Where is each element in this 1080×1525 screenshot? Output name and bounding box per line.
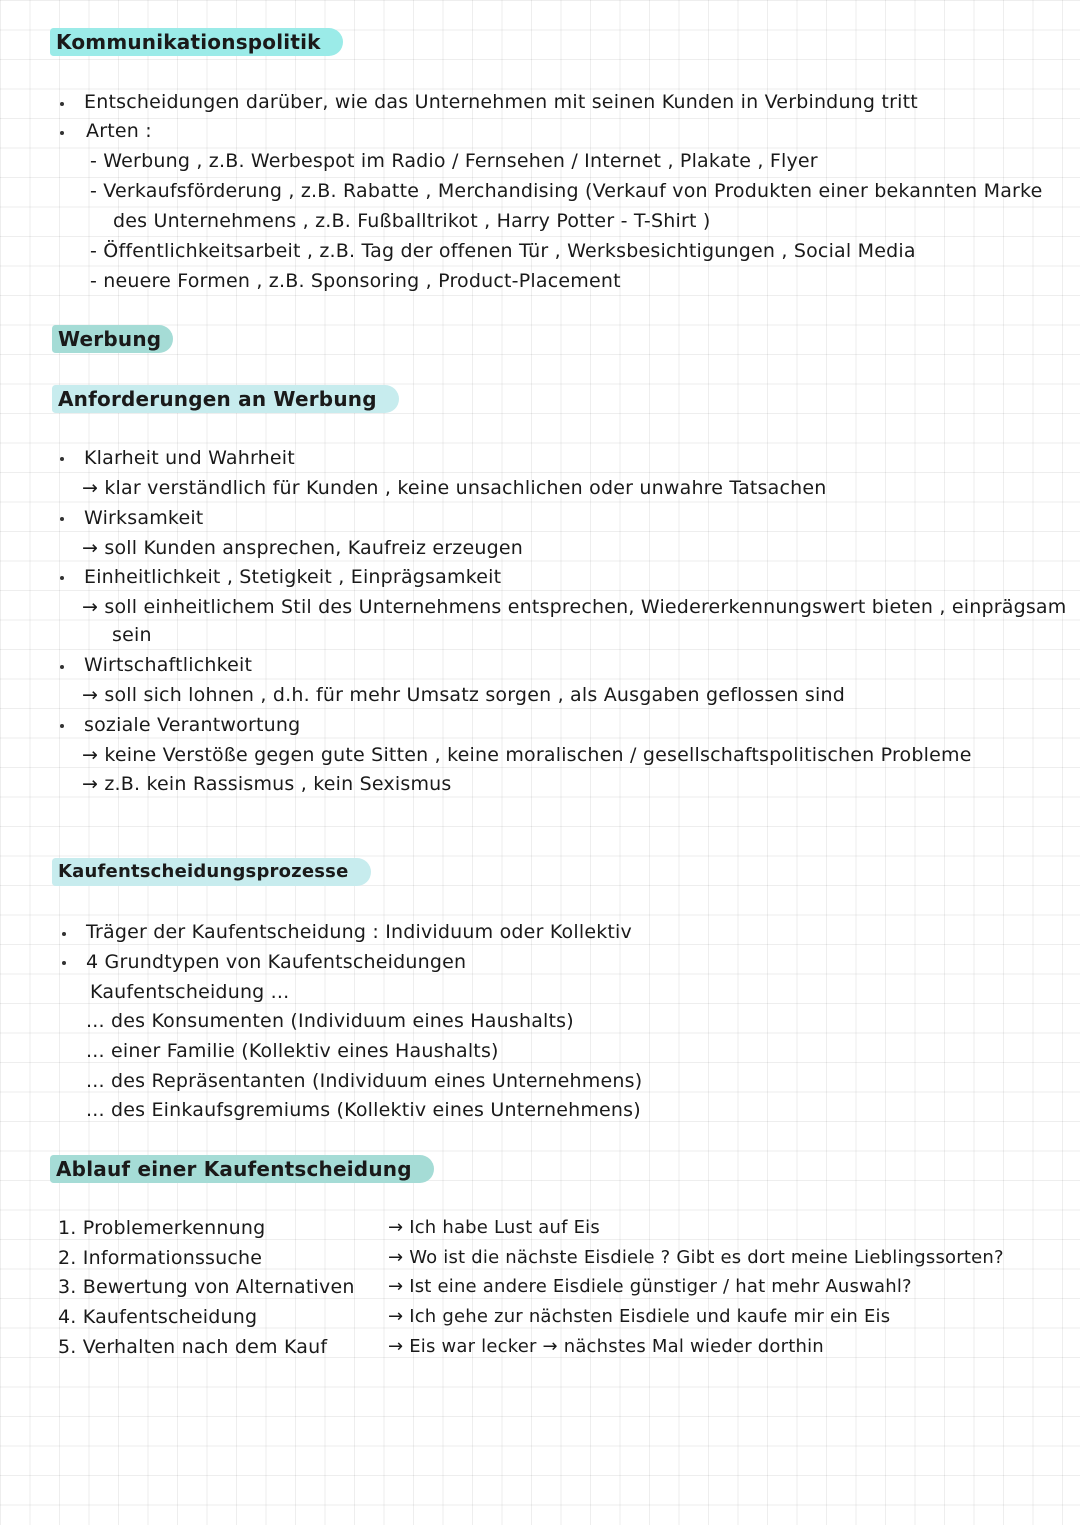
ablauf-example-1: → Ich habe Lust auf Eis [388,1217,600,1238]
kaufprozess-familie: ... einer Familie (Kollektiv eines Haushalts) [86,1040,499,1062]
kaufprozess-repraesentant: ... des Repräsentanten (Individuum eines Unternehmens) [86,1070,643,1092]
anforderung-einheitlichkeit-detail-cont: sein [112,624,152,646]
anforderung-klarheit: Klarheit und Wahrheit [84,447,295,469]
kaufprozess-grundtypen: 4 Grundtypen von Kaufentscheidungen [86,951,467,973]
anforderung-wirksamkeit: Wirksamkeit [84,507,204,529]
kaufprozess-einkaufsgremium: ... des Einkaufsgremiums (Kollektiv eines Unternehmens) [86,1099,641,1121]
bullet-dot [60,457,64,461]
ablauf-step-4: 4. Kaufentscheidung [58,1306,258,1328]
kommunikation-bullet-1: Entscheidungen darüber, wie das Unternehmen mit seinen Kunden in Verbindung tritt [84,91,918,113]
bullet-dot [62,932,66,936]
heading-kommunikationspolitik: Kommunikationspolitik [50,28,343,56]
bullet-dot [60,665,64,669]
bullet-dot [60,102,64,106]
heading-anforderungen: Anforderungen an Werbung [52,385,399,413]
kommunikation-item-verkaufsfoerderung-cont: des Unternehmens , z.B. Fußballtrikot , Harry Potter - T-Shirt ) [113,210,711,232]
anforderung-wirksamkeit-detail: → soll Kunden ansprechen, Kaufreiz erzeugen [82,537,524,559]
ablauf-step-1: 1. Problemerkennung [58,1217,266,1239]
anforderung-soziale-verantwortung-detail-2: → z.B. kein Rassismus , kein Sexismus [82,773,452,795]
anforderung-soziale-verantwortung: soziale Verantwortung [84,714,301,736]
ablauf-step-3: 3. Bewertung von Alternativen [58,1276,355,1298]
ablauf-example-5: → Eis war lecker → nächstes Mal wieder dorthin [388,1336,824,1357]
kommunikation-bullet-2: Arten : [86,120,152,142]
kommunikation-item-oeffentlichkeitsarbeit: - Öffentlichkeitsarbeit , z.B. Tag der offenen Tür , Werksbesichtigungen , Social Media [90,240,916,262]
bullet-dot [60,131,64,135]
anforderung-einheitlichkeit: Einheitlichkeit , Stetigkeit , Einprägsamkeit [84,566,502,588]
bullet-dot [60,724,64,728]
kommunikation-item-neuere-formen: - neuere Formen , z.B. Sponsoring , Product-Placement [90,270,621,292]
bullet-dot [60,576,64,580]
kommunikation-item-werbung: - Werbung , z.B. Werbespot im Radio / Fernsehen / Internet , Plakate , Flyer [90,150,818,172]
bullet-dot [62,961,66,965]
anforderung-klarheit-detail: → klar verständlich für Kunden , keine unsachlichen oder unwahre Tatsachen [82,477,827,499]
heading-kaufentscheidungsprozesse: Kaufentscheidungsprozesse [52,858,371,886]
kaufprozess-konsument: ... des Konsumenten (Individuum eines Haushalts) [86,1010,574,1032]
ablauf-example-2: → Wo ist die nächste Eisdiele ? Gibt es dort meine Lieblingssorten? [388,1247,1004,1268]
kommunikation-item-verkaufsfoerderung: - Verkaufsförderung , z.B. Rabatte , Merchandising (Verkauf von Produkten einer bekannten Marke [90,180,1043,202]
anforderung-wirtschaftlichkeit-detail: → soll sich lohnen , d.h. für mehr Umsatz sorgen , als Ausgaben geflossen sind [82,684,845,706]
heading-werbung: Werbung [52,325,173,353]
kaufprozess-traeger: Träger der Kaufentscheidung : Individuum oder Kollektiv [86,921,632,943]
heading-ablauf: Ablauf einer Kaufentscheidung [50,1155,434,1183]
kaufprozess-liste-titel: Kaufentscheidung ... [90,981,290,1003]
ablauf-example-3: → Ist eine andere Eisdiele günstiger / hat mehr Auswahl? [388,1276,912,1297]
ablauf-step-2: 2. Informationssuche [58,1247,263,1269]
anforderung-soziale-verantwortung-detail-1: → keine Verstöße gegen gute Sitten , keine moralischen / gesellschaftspolitischen Probleme [82,744,972,766]
anforderung-wirtschaftlichkeit: Wirtschaftlichkeit [84,654,253,676]
ablauf-step-5: 5. Verhalten nach dem Kauf [58,1336,328,1358]
anforderung-einheitlichkeit-detail: → soll einheitlichem Stil des Unternehmens entsprechen, Wiedererkennungswert bieten , einprägsam [82,596,1067,618]
bullet-dot [60,517,64,521]
ablauf-example-4: → Ich gehe zur nächsten Eisdiele und kaufe mir ein Eis [388,1306,891,1327]
